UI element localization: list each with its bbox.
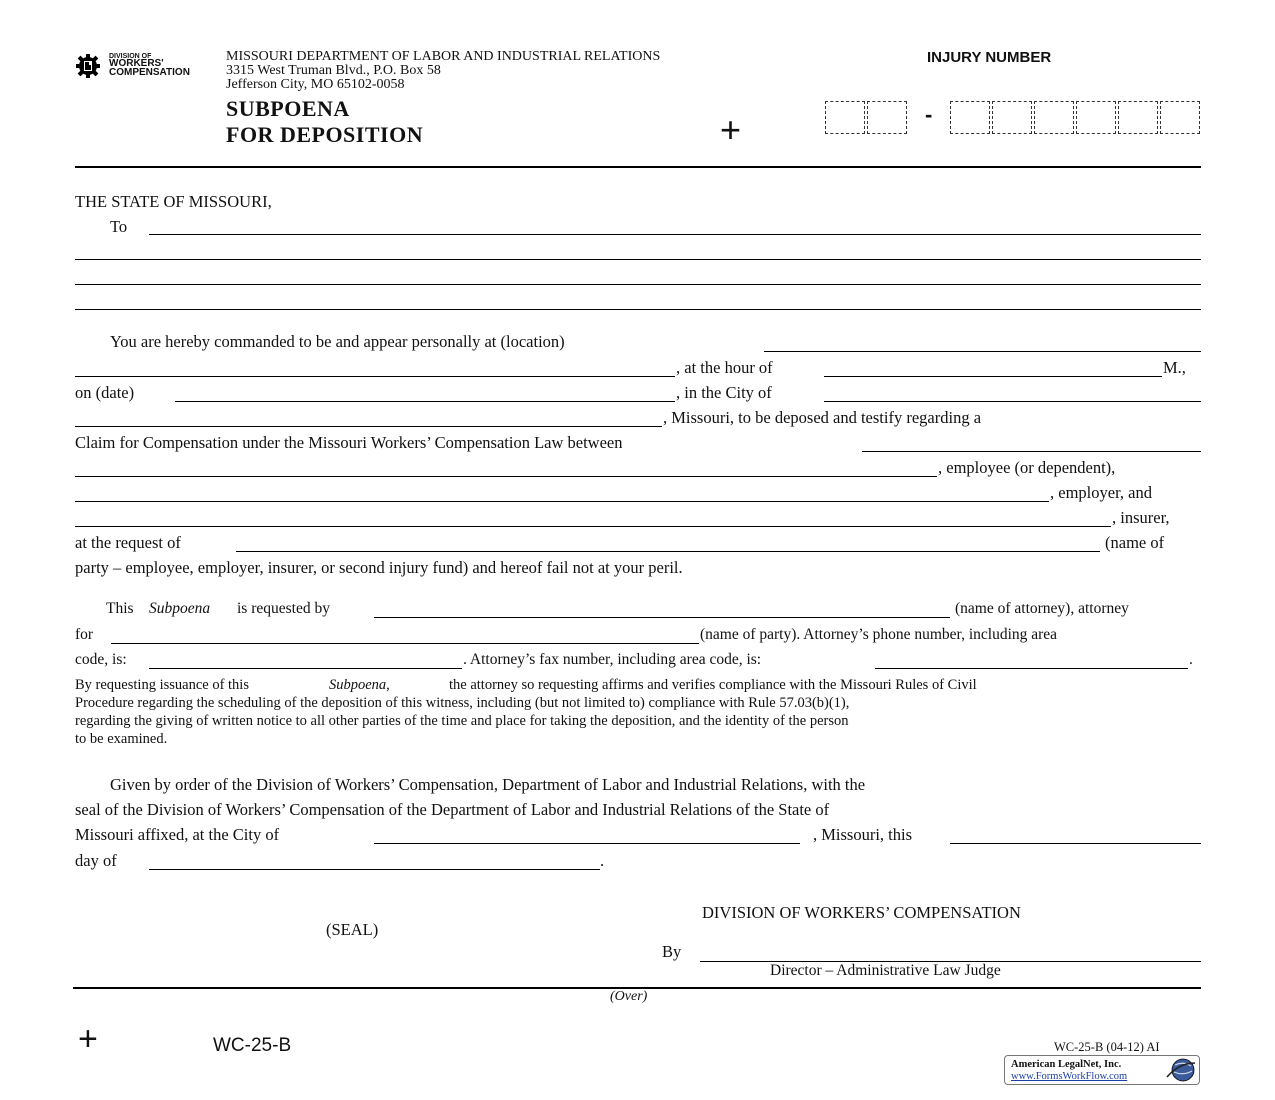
injury-number-box-2[interactable] (867, 101, 907, 134)
for-label: for (75, 626, 94, 643)
request-of-label: at the request of (75, 533, 181, 552)
address-line2: Jefferson City, MO 65102-0058 (226, 77, 405, 92)
division-signature-heading: DIVISION OF WORKERS’ COMPENSATION (702, 903, 1021, 922)
fax-label: . Attorney’s fax number, including area code, is: (463, 651, 762, 668)
aln-name: American LegalNet, Inc. (1011, 1059, 1122, 1070)
affirm-line3: regarding the giving of written notice to all other parties of the time and place for taking the deposition, and the identity of the person (75, 713, 849, 729)
address-line1: 3315 West Truman Blvd., P.O. Box 58 (226, 63, 441, 78)
city-label: , in the City of (676, 383, 772, 402)
employee-field[interactable] (75, 476, 937, 477)
employer-label: , employer, and (1050, 483, 1152, 502)
given-line1: Given by order of the Division of Workers’ Compensation, Department of Labor and Industrial Relations, with the (110, 775, 866, 794)
by-label: By (662, 942, 682, 961)
affirm-line2: Procedure regarding the scheduling of the deposition of this witness, including (but not limited to) compliance with Rule 57.03(b)(1), (75, 695, 850, 711)
injury-number-box-7[interactable] (1118, 101, 1158, 134)
affirm-line1-c: the attorney so requesting affirms and verifies compliance with the Missouri Rules of Civil (449, 677, 977, 693)
city-field[interactable] (824, 401, 1201, 402)
attorney-label: (name of attorney), attorney (955, 600, 1129, 617)
injury-number-box-4[interactable] (992, 101, 1032, 134)
request-of-field[interactable] (236, 551, 1100, 552)
signature-title: Director – Administrative Law Judge (770, 962, 1001, 979)
to-field-line2[interactable] (75, 259, 1201, 260)
to-field-line1[interactable] (149, 234, 1201, 235)
date-label: on (date) (75, 383, 135, 402)
american-legalnet-logo[interactable] (1004, 1055, 1200, 1085)
given-line3-a: Missouri affixed, at the City of (75, 825, 280, 844)
aln-url-link[interactable]: www.FormsWorkFlow.com (1011, 1071, 1128, 1082)
peril-text: party – employee, employer, insurer, or second injury fund) and hereof fail not at your peril. (75, 558, 683, 577)
affirm-line1-subpoena: Subpoena, (329, 677, 390, 693)
insurer-field[interactable] (75, 526, 1111, 527)
party-name-field[interactable] (111, 643, 699, 644)
globe-icon (1165, 1057, 1197, 1083)
department-name: MISSOURI DEPARTMENT OF LABOR AND INDUSTRIAL RELATIONS (226, 49, 661, 64)
hour-label: , at the hour of (676, 358, 773, 377)
over-label: (Over) (610, 989, 648, 1004)
form-revision: WC-25-B (04-12) AI (1054, 1040, 1160, 1054)
location-field-cont[interactable] (75, 376, 675, 377)
day-of-period: . (600, 851, 605, 870)
employee-label: , employee (or dependent), (938, 458, 1116, 477)
claim-text: Claim for Compensation under the Missouri Workers’ Compensation Law between (75, 433, 623, 452)
title-line2: FOR DEPOSITION (226, 122, 424, 147)
between-field[interactable] (862, 451, 1201, 452)
injury-number-box-1[interactable] (825, 101, 865, 134)
given-day-field[interactable] (950, 843, 1201, 844)
fax-field[interactable] (875, 668, 1188, 669)
to-label: To (110, 217, 128, 236)
header-divider (75, 166, 1201, 168)
seal-label: (SEAL) (326, 920, 379, 939)
title-line1: SUBPOENA (226, 96, 350, 121)
registration-plus-icon: + (720, 109, 742, 150)
day-of-label: day of (75, 851, 117, 870)
day-of-field[interactable] (149, 869, 600, 870)
logo-line1: DIVISION OF (109, 53, 152, 60)
injury-number-box-8[interactable] (1160, 101, 1200, 134)
injury-number-box-6[interactable] (1076, 101, 1116, 134)
hour-field[interactable] (824, 376, 1162, 377)
given-line2: seal of the Division of Workers’ Compensation of the Department of Labor and Industrial Relations of the State of (75, 800, 830, 819)
meridiem-label: M., (1163, 358, 1186, 377)
gear-logo-icon (75, 53, 105, 79)
date-field[interactable] (175, 401, 675, 402)
logo-line2: WORKERS' (109, 58, 164, 69)
injury-number-box-5[interactable] (1034, 101, 1074, 134)
logo-line3: COMPENSATION (109, 67, 190, 78)
missouri-deposed-text: , Missouri, to be deposed and testify regarding a (663, 408, 982, 427)
name-of-label: (name of (1105, 533, 1165, 552)
affirm-line4: to be examined. (75, 731, 168, 747)
fax-period: . (1189, 651, 1193, 668)
insurer-label: , insurer, (1112, 508, 1170, 527)
to-field-line4[interactable] (75, 309, 1201, 310)
phone-field[interactable] (149, 668, 462, 669)
state-heading: THE STATE OF MISSOURI, (75, 192, 272, 211)
this-label: This (106, 600, 134, 617)
to-field-line3[interactable] (75, 284, 1201, 285)
employer-field[interactable] (75, 501, 1049, 502)
code-is-label: code, is: (75, 651, 127, 668)
form-id: WC-25-B (213, 1035, 292, 1056)
subpoena-italic: Subpoena (149, 600, 211, 617)
city-field-cont[interactable] (75, 426, 662, 427)
injury-number-box-3[interactable] (950, 101, 990, 134)
injury-number-dash: - (925, 102, 933, 127)
injury-number-label: INJURY NUMBER (927, 49, 1052, 66)
given-line3-b: , Missouri, this (813, 825, 913, 844)
command-text: You are hereby commanded to be and appear personally at (location) (110, 332, 565, 351)
given-city-field[interactable] (374, 843, 800, 844)
party-phone-label: (name of party). Attorney’s phone number, including area (700, 626, 1058, 643)
location-field[interactable] (764, 351, 1201, 352)
attorney-name-field[interactable] (374, 617, 950, 618)
requested-by-label: is requested by (237, 600, 330, 617)
registration-plus-icon-bottom: + (78, 1020, 98, 1058)
affirm-line1-a: By requesting issuance of this (75, 677, 249, 693)
